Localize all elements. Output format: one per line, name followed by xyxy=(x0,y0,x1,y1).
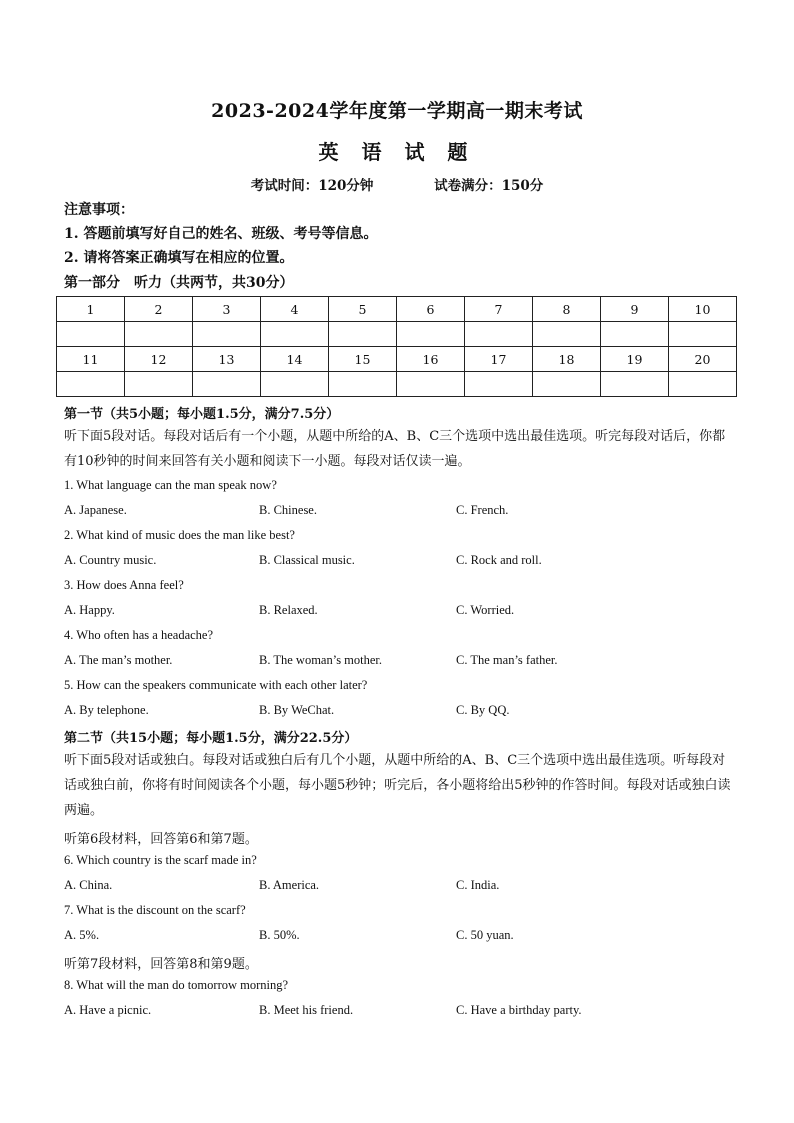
question-number-cell: 12 xyxy=(125,347,193,372)
question-number-cell: 17 xyxy=(465,347,533,372)
answer-cell[interactable] xyxy=(533,372,601,397)
answer-cell[interactable] xyxy=(57,372,125,397)
table-row xyxy=(57,322,737,347)
answer-cell[interactable] xyxy=(465,322,533,347)
table-row xyxy=(57,372,737,397)
question-text: 5. How can the speakers communicate with each other later? xyxy=(64,678,368,692)
notice-heading: 注意事项： xyxy=(64,202,134,218)
answer-cell[interactable] xyxy=(329,372,397,397)
notice-item: 1. 答题前填写好自己的姓名、班级、考号等信息。 xyxy=(64,226,378,242)
option-b[interactable]: B. The woman’s mother. xyxy=(259,653,383,667)
question-text: 6. Which country is the scarf made in? xyxy=(64,853,257,867)
option-b[interactable]: B. Meet his friend. xyxy=(259,1003,354,1017)
option-b[interactable]: B. 50%. xyxy=(259,928,300,942)
answer-cell[interactable] xyxy=(261,322,329,347)
option-c[interactable]: C. Have a birthday party. xyxy=(456,1003,582,1017)
answer-cell[interactable] xyxy=(397,372,465,397)
answer-cell[interactable] xyxy=(261,372,329,397)
option-a[interactable]: A. China. xyxy=(64,878,113,892)
answer-cell[interactable] xyxy=(57,322,125,347)
answer-cell[interactable] xyxy=(533,322,601,347)
option-b[interactable]: B. America. xyxy=(259,878,320,892)
answer-cell[interactable] xyxy=(601,322,669,347)
exam-score: 试卷满分：150分 xyxy=(434,178,544,194)
question-number-cell: 2 xyxy=(125,297,193,322)
question-number-cell: 7 xyxy=(465,297,533,322)
option-a[interactable]: A. Have a picnic. xyxy=(64,1003,152,1017)
option-b[interactable]: B. By WeChat. xyxy=(259,703,335,717)
material-prompt: 听第7段材料，回答第8和第9题。 xyxy=(64,957,258,972)
option-c[interactable]: C. 50 yuan. xyxy=(456,928,514,942)
answer-cell[interactable] xyxy=(397,322,465,347)
table-row xyxy=(57,297,737,322)
question-number-cell: 6 xyxy=(397,297,465,322)
question-number-cell: 8 xyxy=(533,297,601,322)
question-text: 8. What will the man do tomorrow morning? xyxy=(64,978,289,992)
answer-cell[interactable] xyxy=(329,322,397,347)
option-a[interactable]: A. Japanese. xyxy=(64,503,127,517)
answer-cell[interactable] xyxy=(125,322,193,347)
question-number-cell: 15 xyxy=(329,347,397,372)
question-number-cell: 3 xyxy=(193,297,261,322)
part1-heading: 第一部分 听力（共两节，共30分） xyxy=(64,275,294,291)
answer-table xyxy=(56,296,737,397)
question-text: 1. What language can the man speak now? xyxy=(64,478,277,492)
section1-heading: 第一节（共5小题；每小题1.5分，满分7.5分） xyxy=(64,407,340,422)
option-c[interactable]: C. India. xyxy=(456,878,500,892)
question-number-cell: 20 xyxy=(669,347,737,372)
question-number-cell: 4 xyxy=(261,297,329,322)
answer-cell[interactable] xyxy=(601,372,669,397)
question-text: 3. How does Anna feel? xyxy=(64,578,184,592)
option-a[interactable]: A. By telephone. xyxy=(64,703,149,717)
question-number-cell: 13 xyxy=(193,347,261,372)
option-a[interactable]: A. The man’s mother. xyxy=(64,653,173,667)
material-prompt: 听第6段材料，回答第6和第7题。 xyxy=(64,832,258,847)
table-row xyxy=(57,347,737,372)
exam-subject: 英 语 试 题 xyxy=(318,140,476,164)
question-number-cell: 11 xyxy=(57,347,125,372)
exam-info xyxy=(0,174,794,194)
notice-item: 2. 请将答案正确填写在相应的位置。 xyxy=(64,250,294,266)
option-c[interactable]: C. By QQ. xyxy=(456,703,510,717)
question-number-cell: 14 xyxy=(261,347,329,372)
exam-time: 考试时间：120分钟 xyxy=(250,178,374,194)
answer-cell[interactable] xyxy=(193,322,261,347)
question-number-cell: 18 xyxy=(533,347,601,372)
question-number-cell: 19 xyxy=(601,347,669,372)
question-text: 2. What kind of music does the man like best? xyxy=(64,528,295,542)
option-a[interactable]: A. Country music. xyxy=(64,553,157,567)
answer-cell[interactable] xyxy=(193,372,261,397)
answer-cell[interactable] xyxy=(669,322,737,347)
option-c[interactable]: C. French. xyxy=(456,503,509,517)
answer-cell[interactable] xyxy=(465,372,533,397)
section2-instructions: 听下面5段对话或独白。每段对话或独白后有几个小题，从题中所给的A、B、C三个选项中选出最佳选项。听每段对话或独白前，你将有时间阅读各个小题，每小题5秒钟；听完后，各小题将给出5秒钟的作答时间。每段对话或独白读两遍。 xyxy=(64,753,731,818)
answer-cell[interactable] xyxy=(669,372,737,397)
option-c[interactable]: C. The man’s father. xyxy=(456,653,558,667)
question-number-cell: 9 xyxy=(601,297,669,322)
option-a[interactable]: A. 5%. xyxy=(64,928,100,942)
option-c[interactable]: C. Worried. xyxy=(456,603,515,617)
question-number-cell: 10 xyxy=(669,297,737,322)
option-b[interactable]: B. Chinese. xyxy=(259,503,317,517)
question-text: 4. Who often has a headache? xyxy=(64,628,214,642)
question-number-cell: 5 xyxy=(329,297,397,322)
option-b[interactable]: B. Relaxed. xyxy=(259,603,318,617)
exam-title: 2023-2024学年度第一学期高一期末考试 xyxy=(211,100,583,122)
option-b[interactable]: B. Classical music. xyxy=(259,553,355,567)
question-number-cell: 1 xyxy=(57,297,125,322)
section1-instructions: 听下面5段对话。每段对话后有一个小题，从题中所给的A、B、C三个选项中选出最佳选项。听完每段对话后，你都有10秒钟的时间来回答有关小题和阅读下一小题。每段对话仅读一遍。 xyxy=(64,429,726,469)
answer-cell[interactable] xyxy=(125,372,193,397)
option-a[interactable]: A. Happy. xyxy=(64,603,115,617)
option-c[interactable]: C. Rock and roll. xyxy=(456,553,542,567)
section2-heading: 第二节（共15小题；每小题1.5分，满分22.5分） xyxy=(64,731,358,746)
question-number-cell: 16 xyxy=(397,347,465,372)
question-text: 7. What is the discount on the scarf? xyxy=(64,903,246,917)
